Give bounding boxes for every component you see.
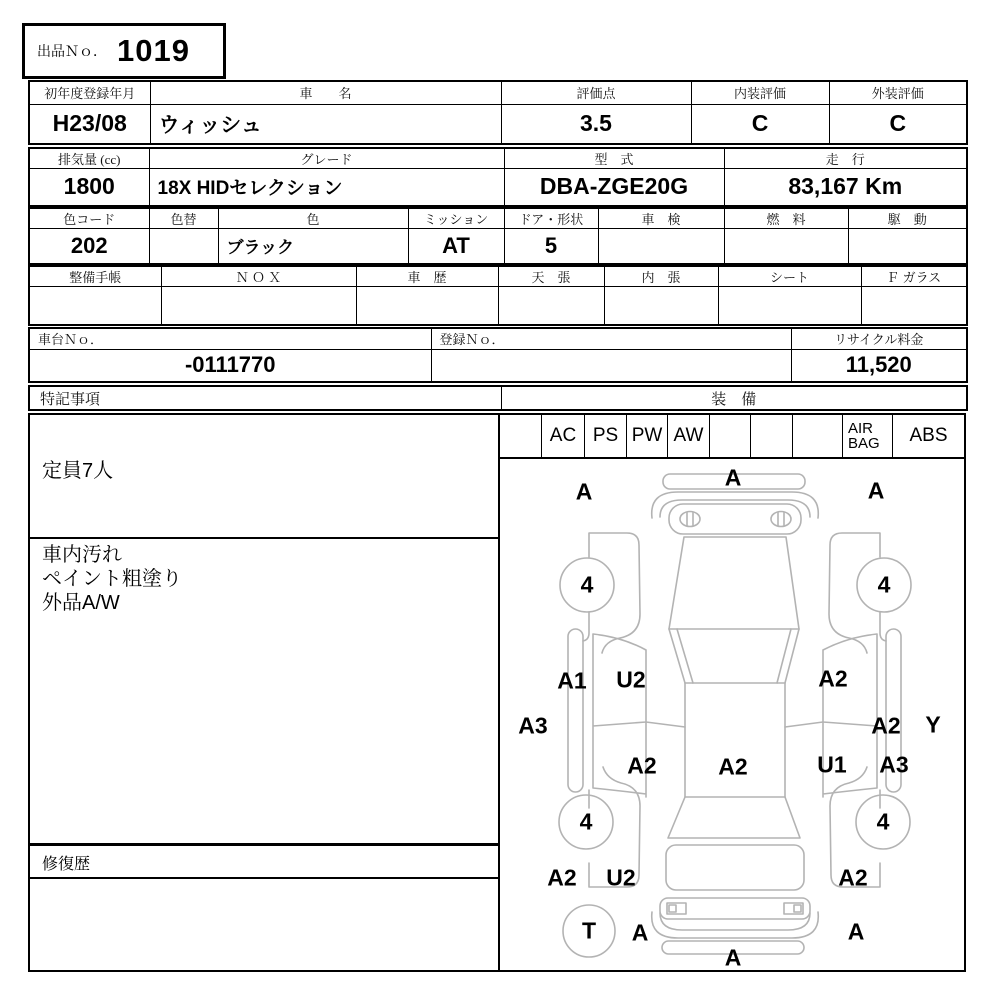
repair-divider-top xyxy=(30,843,498,846)
seat-value xyxy=(718,287,861,325)
registration-no-label: 登録Ｎｏ． xyxy=(431,328,791,349)
rear-bumper xyxy=(652,912,819,938)
headlight-left-icon xyxy=(680,512,700,527)
headlight-bar xyxy=(669,504,801,534)
damage-mark-a: A xyxy=(867,477,885,504)
note-line: 定員7人 xyxy=(42,460,114,482)
equipment-cell: PW xyxy=(627,415,668,457)
exterior-grade-value: C xyxy=(829,104,967,144)
damage-mark-a2: A2 xyxy=(838,864,868,891)
damage-mark-a3: A3 xyxy=(879,751,909,778)
damage-mark-a: A xyxy=(631,919,649,946)
seat-label: シート xyxy=(718,266,861,287)
chassis-no-value: -0111770 xyxy=(29,349,431,382)
repair-history-label: 修復歴 xyxy=(42,856,91,873)
damage-mark-a2: A2 xyxy=(627,752,657,779)
damage-mark-a: A xyxy=(724,944,742,971)
lot-number-value: 1019 xyxy=(117,33,190,68)
equipment-cell: PS xyxy=(585,415,627,457)
mileage-label: 走 行 xyxy=(724,148,967,169)
headliner-value xyxy=(498,287,604,325)
rear-window xyxy=(668,797,800,838)
repair-divider-bottom xyxy=(30,877,498,879)
car-name-value: ウィッシュ xyxy=(150,104,501,144)
section-condition xyxy=(28,265,968,326)
note-line: ペイント粗塗り xyxy=(42,568,182,590)
taillight-left-icon xyxy=(667,903,686,914)
transmission-value: AT xyxy=(408,229,504,264)
section-color xyxy=(28,207,968,265)
t-mark-circle xyxy=(563,905,615,957)
cabin xyxy=(685,683,785,797)
damage-mark-4: 4 xyxy=(580,571,594,598)
color-value: ブラック xyxy=(218,229,408,264)
equipment-cell: AW xyxy=(668,415,710,457)
exterior-grade-label: 外装評価 xyxy=(829,81,967,104)
doors-label: ドア・形状 xyxy=(504,208,598,229)
trim-label: 内 張 xyxy=(604,266,718,287)
color-change-value xyxy=(149,229,218,264)
damage-mark-u1: U1 xyxy=(817,751,847,778)
section-engine xyxy=(28,147,968,207)
damage-mark-4: 4 xyxy=(579,808,593,835)
doors-value: 5 xyxy=(504,229,598,264)
rear-bottom-bar xyxy=(662,941,804,954)
headlight-right-icon xyxy=(771,512,791,527)
fuel-label: 燃 料 xyxy=(724,208,848,229)
history-label: 車 歴 xyxy=(356,266,498,287)
damage-mark-u2: U2 xyxy=(606,864,636,891)
service-book-value xyxy=(29,287,161,325)
rocker-right xyxy=(886,629,901,792)
note-line: 車内汚れ xyxy=(42,544,122,566)
damage-mark-a3: A3 xyxy=(518,712,548,739)
wheel-front-left xyxy=(560,558,614,612)
color-change-label: 色替 xyxy=(149,208,218,229)
color-code-label: 色コード xyxy=(29,208,149,229)
history-value xyxy=(356,287,498,325)
drive-value xyxy=(848,229,967,264)
chassis-no-label: 車台Ｎｏ． xyxy=(29,328,431,349)
car-name-label: 車 名 xyxy=(150,81,501,104)
equipment-cell xyxy=(710,415,751,457)
drive-label: 駆 動 xyxy=(848,208,967,229)
notes-header: 特記事項 xyxy=(29,386,501,410)
doors-left xyxy=(593,634,685,797)
inspection-label: 車 検 xyxy=(598,208,724,229)
taillight-right-icon xyxy=(784,903,803,914)
wheel-rear-left xyxy=(559,795,613,849)
car-diagram-svg xyxy=(500,458,966,972)
nox-label: Ｎ Ｏ Ｘ xyxy=(161,266,356,287)
first-registration-label: 初年度登録年月 xyxy=(29,81,150,104)
grade-label: グレード xyxy=(149,148,504,169)
damage-mark-a: A xyxy=(575,478,593,505)
model-code-value: DBA-ZGE20G xyxy=(504,169,724,206)
damage-mark-a2: A2 xyxy=(818,665,848,692)
damage-mark-a1: A1 xyxy=(557,667,587,694)
lot-number-label: 出品Ｎｏ． xyxy=(37,45,107,60)
damage-mark-y: Y xyxy=(925,711,941,738)
grade-value: 18X HIDセレクション xyxy=(149,169,504,206)
damage-mark-u2: U2 xyxy=(616,666,646,693)
taillight-bar xyxy=(660,898,810,919)
section-registration xyxy=(28,80,968,145)
wheel-rear-right xyxy=(856,795,910,849)
interior-grade-value: C xyxy=(691,104,829,144)
front-glass-value xyxy=(861,287,967,325)
registration-no-value xyxy=(431,349,791,382)
hatch xyxy=(666,845,804,890)
damage-mark-4: 4 xyxy=(876,808,890,835)
nox-value xyxy=(161,287,356,325)
front-glass-label: Ｆ ガラス xyxy=(861,266,967,287)
equipment-cell xyxy=(751,415,793,457)
score-value: 3.5 xyxy=(501,104,691,144)
notes-section-2 xyxy=(30,543,498,615)
fuel-value xyxy=(724,229,848,264)
equipment-cell: AIR BAG xyxy=(843,415,893,457)
displacement-label: 排気量 (cc) xyxy=(29,148,149,169)
color-label: 色 xyxy=(218,208,408,229)
rear-quarter-right xyxy=(830,767,880,887)
rocker-left xyxy=(568,629,583,792)
car-outline xyxy=(559,474,911,957)
damage-mark-4: 4 xyxy=(877,571,891,598)
equipment-cell xyxy=(500,415,542,457)
damage-mark-t: T xyxy=(581,917,597,944)
trim-value xyxy=(604,287,718,325)
equipment-cells xyxy=(500,415,964,459)
damage-mark-a2: A2 xyxy=(547,864,577,891)
inspection-value xyxy=(598,229,724,264)
section-headers xyxy=(28,385,968,411)
pillar-lines xyxy=(669,629,799,683)
color-code-value: 202 xyxy=(29,229,149,264)
damage-mark-a2: A2 xyxy=(718,753,748,780)
rear-quarter-left xyxy=(589,767,640,887)
doors-right xyxy=(785,634,877,797)
notes-panel xyxy=(28,413,500,972)
damage-mark-a2: A2 xyxy=(871,712,901,739)
interior-grade-label: 内装評価 xyxy=(691,81,829,104)
front-top-bar xyxy=(663,474,805,489)
damage-mark-a: A xyxy=(847,918,865,945)
notes-section-1 xyxy=(30,459,498,483)
equipment-cell: ABS xyxy=(909,425,948,446)
mileage-value: 83,167 Km xyxy=(724,169,967,206)
notes-divider-1 xyxy=(30,537,498,539)
equipment-cell xyxy=(793,415,843,457)
section-chassis xyxy=(28,327,968,383)
recycle-fee-value: 11,520 xyxy=(791,349,967,382)
model-code-label: 型 式 xyxy=(504,148,724,169)
windshield xyxy=(669,537,799,629)
front-fender-left xyxy=(580,533,640,653)
service-book-label: 整備手帳 xyxy=(29,266,161,287)
wheel-front-right xyxy=(857,558,911,612)
note-line: 外品A/W xyxy=(42,592,120,614)
transmission-label: ミッション xyxy=(408,208,504,229)
score-label: 評価点 xyxy=(501,81,691,104)
equipment-cell: AC xyxy=(542,415,585,457)
headliner-label: 天 張 xyxy=(498,266,604,287)
recycle-fee-label: リサイクル料金 xyxy=(791,328,967,349)
displacement-value: 1800 xyxy=(29,169,149,206)
damage-mark-a: A xyxy=(724,464,742,491)
equipment-header: 装 備 xyxy=(501,386,967,410)
first-registration-value: H23/08 xyxy=(29,104,150,144)
lot-number-box xyxy=(22,23,226,79)
